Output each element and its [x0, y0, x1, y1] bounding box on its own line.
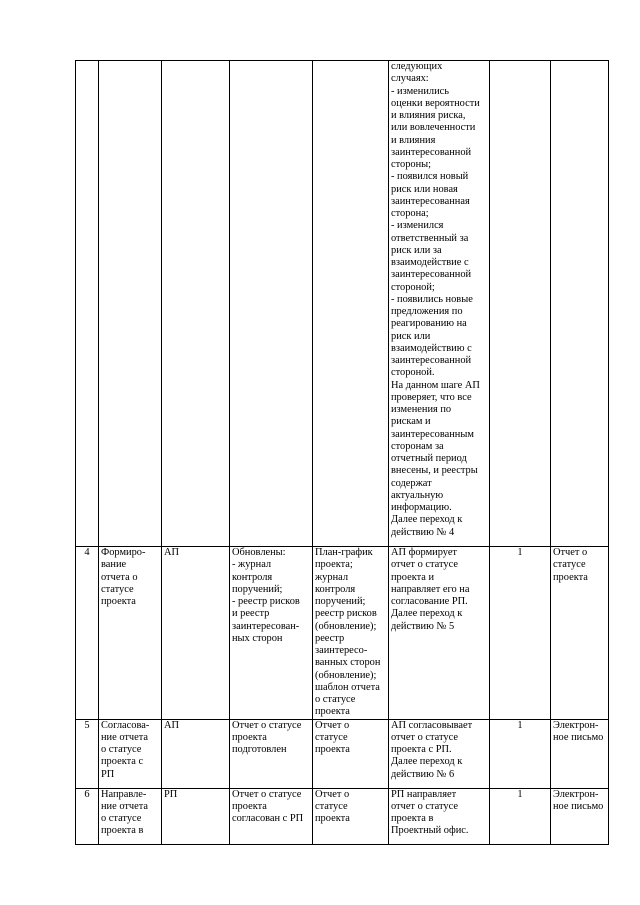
executor-line: АП — [164, 719, 180, 731]
step-description-line: Далее переход к — [391, 514, 463, 526]
input-documents-line: проекта — [315, 706, 350, 718]
output-result-line: Отчет о — [553, 547, 588, 558]
step-description-line: направляет его на — [391, 583, 470, 595]
duration-text: 1 — [517, 719, 523, 731]
executor-cell — [162, 547, 230, 720]
input-documents-line: (обновление); — [315, 669, 377, 681]
output-result-line: Электрон- — [553, 788, 599, 800]
step-description-line: содержат — [391, 477, 432, 489]
step-description-line: взаимодействию с — [391, 342, 472, 354]
duration-cell — [490, 788, 551, 844]
step-description-line: АП формирует — [391, 547, 457, 558]
step-description-line: следующих — [391, 61, 443, 72]
step-description-line: проекта и — [391, 571, 435, 583]
step-name-line: о статусе — [101, 744, 142, 755]
input-documents-line: План-график — [315, 547, 373, 558]
trigger-event-line: подготовлен — [232, 744, 287, 755]
table-row — [76, 61, 609, 547]
step-description-line: или вовлеченности — [391, 122, 476, 134]
step-description-cell — [389, 547, 490, 720]
step-description-cell — [389, 788, 490, 844]
input-documents-line: реестр рисков — [315, 608, 377, 620]
step-description-line: взаимодействие с — [391, 257, 469, 268]
step-description-line: внесены, и реестры — [391, 465, 478, 477]
step-name-line: отчета о — [101, 571, 138, 583]
step-description-line: проекта в — [391, 813, 434, 824]
output-result-cell — [551, 61, 609, 547]
step-description-line: информацию. — [391, 502, 452, 513]
step-description-line: согласование РП. — [391, 596, 468, 607]
step-number-cell — [76, 547, 99, 720]
step-description-line: и влияния — [391, 134, 436, 146]
duration-cell — [490, 61, 551, 547]
step-name-cell — [99, 788, 162, 844]
step-description-line: отчет о статусе — [391, 731, 458, 743]
input-documents-line: ванных сторон — [315, 657, 381, 669]
step-name-line: вание — [101, 559, 127, 571]
step-number-cell — [76, 61, 99, 547]
step-description-line: сторонам за — [391, 440, 444, 452]
step-name-cell — [99, 547, 162, 720]
step-description-line: Далее переход к — [391, 756, 463, 768]
table-row — [76, 719, 609, 788]
step-name-line: Согласова- — [101, 719, 150, 731]
executor-line: АП — [164, 547, 180, 558]
step-description-line: стороны; — [391, 159, 432, 170]
input-documents-line: реестр — [315, 632, 345, 644]
trigger-event-line: контроля — [232, 571, 273, 583]
step-description-line: риск или новая — [391, 183, 458, 195]
step-name-line: статусе — [101, 583, 134, 595]
output-result-line: проекта — [553, 571, 588, 583]
input-documents-line: журнал — [315, 571, 349, 583]
step-number-text: 5 — [84, 719, 90, 731]
step-number-cell — [76, 719, 99, 788]
trigger-event-line: заинтересован- — [232, 620, 300, 632]
step-description-cell — [389, 719, 490, 788]
step-description-line: случаях: — [391, 73, 429, 85]
step-description-line: проверяет, что все — [391, 391, 472, 403]
input-documents-line: поручений; — [315, 596, 366, 607]
input-documents-line: о статусе — [315, 694, 356, 705]
process-table — [75, 60, 609, 845]
step-description-line: заинтересованной — [391, 355, 472, 366]
step-description-line: отчет о статусе — [391, 800, 458, 812]
output-result-line: ное письмо — [553, 731, 604, 743]
input-documents-cell — [313, 547, 389, 720]
input-documents-line: проекта; — [315, 559, 353, 571]
executor-line: РП — [164, 788, 178, 800]
executor-cell — [162, 61, 230, 547]
step-name-cell — [99, 61, 162, 547]
input-documents-line: шаблон отчета — [315, 681, 380, 693]
step-name-line: ние отчета — [101, 800, 149, 812]
step-number-cell — [76, 788, 99, 844]
trigger-event-line: поручений; — [232, 583, 283, 595]
trigger-event-cell — [230, 547, 313, 720]
step-description-cell — [389, 61, 490, 547]
step-name-line: Формиро- — [101, 547, 146, 558]
input-documents-line: контроля — [315, 583, 356, 595]
step-description-line: риск или — [391, 330, 431, 342]
input-documents-cell — [313, 719, 389, 788]
step-description-line: АП согласовывает — [391, 719, 473, 731]
trigger-event-line: проекта — [232, 731, 267, 743]
step-description-line: действию № 4 — [391, 526, 455, 538]
step-description-line: заинтересованной — [391, 146, 472, 158]
trigger-event-line: согласован с РП — [232, 813, 304, 824]
input-documents-line: статусе — [315, 800, 348, 812]
step-description-line: стороной; — [391, 281, 435, 293]
step-description-line: РП направляет — [391, 788, 457, 800]
step-description-line: предложения по — [391, 306, 463, 317]
step-description-line: - изменился — [391, 220, 444, 232]
executor-cell — [162, 719, 230, 788]
input-documents-line: (обновление); — [315, 620, 377, 632]
table-row — [76, 547, 609, 720]
input-documents-cell — [313, 788, 389, 844]
step-name-line: о статусе — [101, 813, 142, 824]
step-name-line: проекта — [101, 596, 136, 607]
duration-cell — [490, 547, 551, 720]
duration-text: 1 — [517, 788, 523, 800]
step-description-line: действию № 5 — [391, 620, 455, 632]
trigger-event-line: Отчет о статусе — [232, 788, 302, 800]
step-description-line: отчет о статусе — [391, 559, 458, 571]
step-description-line: актуальную — [391, 489, 444, 501]
input-documents-line: проекта — [315, 744, 350, 755]
trigger-event-cell — [230, 788, 313, 844]
trigger-event-line: - журнал — [232, 559, 272, 571]
input-documents-line: заинтересо- — [315, 645, 368, 656]
step-name-line: ние отчета — [101, 731, 149, 743]
step-description-line: реагированию на — [391, 318, 467, 330]
step-description-line: проекта с РП. — [391, 744, 452, 755]
step-description-line: стороной. — [391, 367, 435, 379]
output-result-line: ное письмо — [553, 800, 604, 812]
step-number-text: 4 — [84, 547, 90, 558]
step-description-line: отчетный период — [391, 453, 467, 464]
step-description-line: На данном шаге АП — [391, 379, 480, 391]
step-name-line: проекта в — [101, 825, 144, 837]
step-description-line: действию № 6 — [391, 768, 455, 780]
trigger-event-line: Обновлены: — [232, 547, 286, 558]
table-row — [76, 788, 609, 844]
step-description-line: заинтересованной — [391, 269, 472, 281]
step-name-cell — [99, 719, 162, 788]
step-description-line: Далее переход к — [391, 608, 463, 620]
step-description-line: и влияния риска, — [391, 110, 466, 121]
step-description-line: заинтересованным — [391, 428, 474, 440]
duration-text: 1 — [517, 547, 523, 558]
input-documents-line: Отчет о — [315, 788, 350, 800]
step-description-line: рискам и — [391, 416, 431, 428]
duration-cell — [490, 719, 551, 788]
table-body — [76, 61, 609, 845]
trigger-event-cell — [230, 719, 313, 788]
trigger-event-line: Отчет о статусе — [232, 719, 302, 731]
output-result-line: статусе — [553, 559, 586, 571]
input-documents-line: статусе — [315, 731, 348, 743]
step-number-text: 6 — [84, 788, 90, 800]
output-result-cell — [551, 788, 609, 844]
step-name-line: Направле- — [101, 788, 147, 800]
output-result-cell — [551, 547, 609, 720]
trigger-event-line: ных сторон — [232, 632, 283, 644]
input-documents-cell — [313, 61, 389, 547]
step-description-line: - появились новые — [391, 293, 473, 305]
input-documents-line: проекта — [315, 813, 350, 824]
output-result-cell — [551, 719, 609, 788]
output-result-line: Электрон- — [553, 719, 599, 731]
trigger-event-line: проекта — [232, 800, 267, 812]
step-description-line: оценки вероятности — [391, 97, 480, 109]
step-description-line: заинтересованная — [391, 195, 470, 207]
trigger-event-line: и реестр — [232, 608, 270, 620]
trigger-event-cell — [230, 61, 313, 547]
step-description-line: ответственный за — [391, 232, 469, 244]
step-description-line: - изменились — [391, 85, 449, 97]
step-name-line: РП — [101, 768, 115, 780]
step-description-line: риск или за — [391, 244, 442, 256]
executor-cell — [162, 788, 230, 844]
step-description-line: Проектный офис. — [391, 825, 469, 837]
trigger-event-line: - реестр рисков — [232, 596, 300, 607]
input-documents-line: Отчет о — [315, 719, 350, 731]
step-description-line: - появился новый — [391, 171, 469, 183]
step-description-line: изменения по — [391, 404, 452, 415]
step-name-line: проекта с — [101, 756, 144, 768]
step-description-line: сторона; — [391, 208, 429, 219]
